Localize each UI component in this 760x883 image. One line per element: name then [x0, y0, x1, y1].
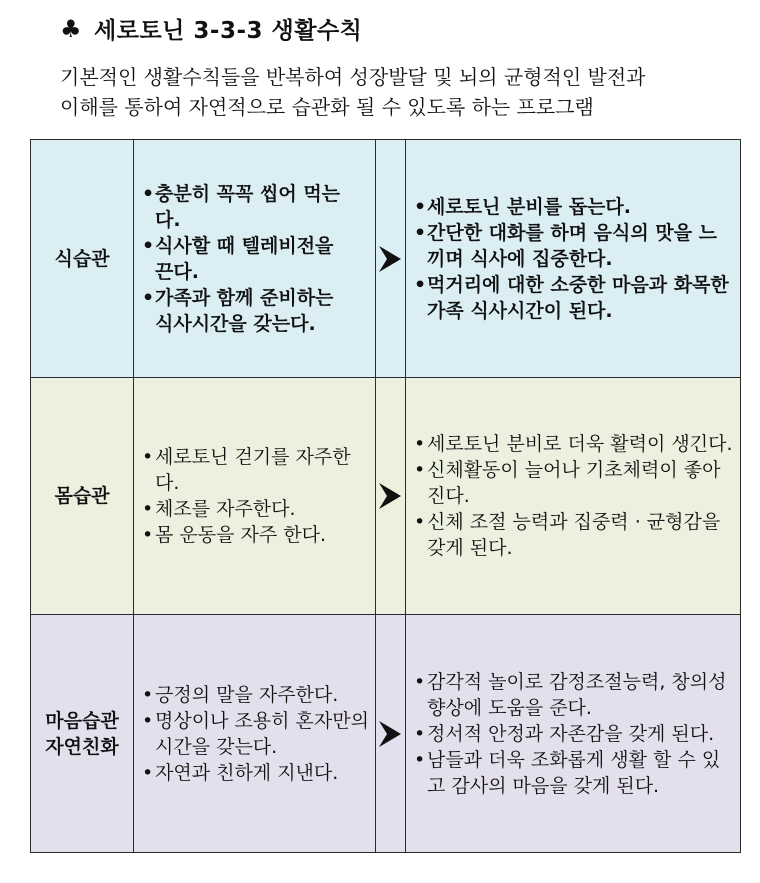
effect-item: • 남들과 더욱 조화롭게 생활 할 수 있고 감사의 마음을 갖게 된다.	[414, 747, 734, 799]
habit-item: • 몸 운동을 자주 한다.	[142, 522, 355, 548]
table-row	[31, 140, 741, 378]
habit-item: • 가족과 함께 준비하는 식사시간을 갖는다.	[142, 285, 353, 337]
intro-text	[60, 62, 750, 122]
effect-list	[406, 431, 740, 561]
habit-list	[134, 181, 375, 337]
category-label-line-1: 마음습관	[45, 709, 119, 732]
table-row	[31, 378, 741, 615]
habit-item: • 긍정의 말을 자주한다.	[142, 682, 369, 708]
club-suit-icon: ♣	[60, 14, 83, 43]
effect-item: • 세로토닌 분비를 돕는다.	[414, 194, 734, 220]
effect-item: • 감각적 놀이로 감정조절능력, 창의성 향상에 도움을 준다.	[414, 669, 734, 721]
effect-list	[406, 194, 740, 324]
effect-item: • 신체 조절 능력과 집중력 · 균형감을 갖게 된다.	[414, 509, 734, 561]
intro-line-1: 기본적인 생활수칙들을 반복하여 성장발달 및 뇌의 균형적인 발전과	[60, 65, 646, 89]
category-label: 식습관	[54, 247, 110, 270]
title-text: 세로토닌 3-3-3 생활수칙	[94, 18, 363, 44]
effects-cell	[406, 615, 741, 853]
arrow-cell	[376, 615, 406, 853]
habit-item: • 세로토닌 걷기를 자주한다.	[142, 444, 355, 496]
effect-item: • 세로토닌 분비로 더욱 활력이 생긴다.	[414, 431, 734, 457]
category-cell	[31, 140, 134, 378]
habit-list	[134, 682, 375, 786]
effects-cell	[406, 140, 741, 378]
habits-table	[30, 139, 741, 853]
category-cell	[31, 615, 134, 853]
arrow-cell	[376, 140, 406, 378]
intro-line-2: 이해를 통하여 자연적으로 습관화 될 수 있도록 하는 프로그램	[60, 95, 594, 119]
category-cell	[31, 378, 134, 615]
habit-item: • 식사할 때 텔레비전을 끈다.	[142, 233, 353, 285]
category-label: 몸습관	[54, 485, 110, 507]
effect-list	[406, 669, 740, 799]
right-arrowhead-icon	[379, 719, 403, 749]
habits-cell	[134, 378, 376, 615]
habit-item: • 자연과 친하게 지낸다.	[142, 760, 369, 786]
page-title	[60, 12, 362, 45]
effect-item: • 정서적 안정과 자존감을 갖게 된다.	[414, 721, 734, 747]
right-arrowhead-icon	[379, 481, 403, 511]
effect-item: • 간단한 대화를 하며 음식의 맛을 느끼며 식사에 집중한다.	[414, 220, 734, 272]
category-label-line-2: 자연친화	[45, 735, 119, 758]
arrow-cell	[376, 378, 406, 615]
table-row	[31, 615, 741, 853]
habit-item: • 체조를 자주한다.	[142, 496, 355, 522]
habit-item: • 명상이나 조용히 혼자만의 시간을 갖는다.	[142, 708, 369, 760]
habit-list	[134, 444, 375, 548]
effects-cell	[406, 378, 741, 615]
habits-cell	[134, 615, 376, 853]
effect-item: • 신체활동이 늘어나 기초체력이 좋아진다.	[414, 457, 734, 509]
right-arrowhead-icon	[379, 244, 403, 274]
habits-cell	[134, 140, 376, 378]
habit-item: • 충분히 꼭꼭 씹어 먹는다.	[142, 181, 353, 233]
effect-item: • 먹거리에 대한 소중한 마음과 화목한 가족 식사시간이 된다.	[414, 272, 734, 324]
